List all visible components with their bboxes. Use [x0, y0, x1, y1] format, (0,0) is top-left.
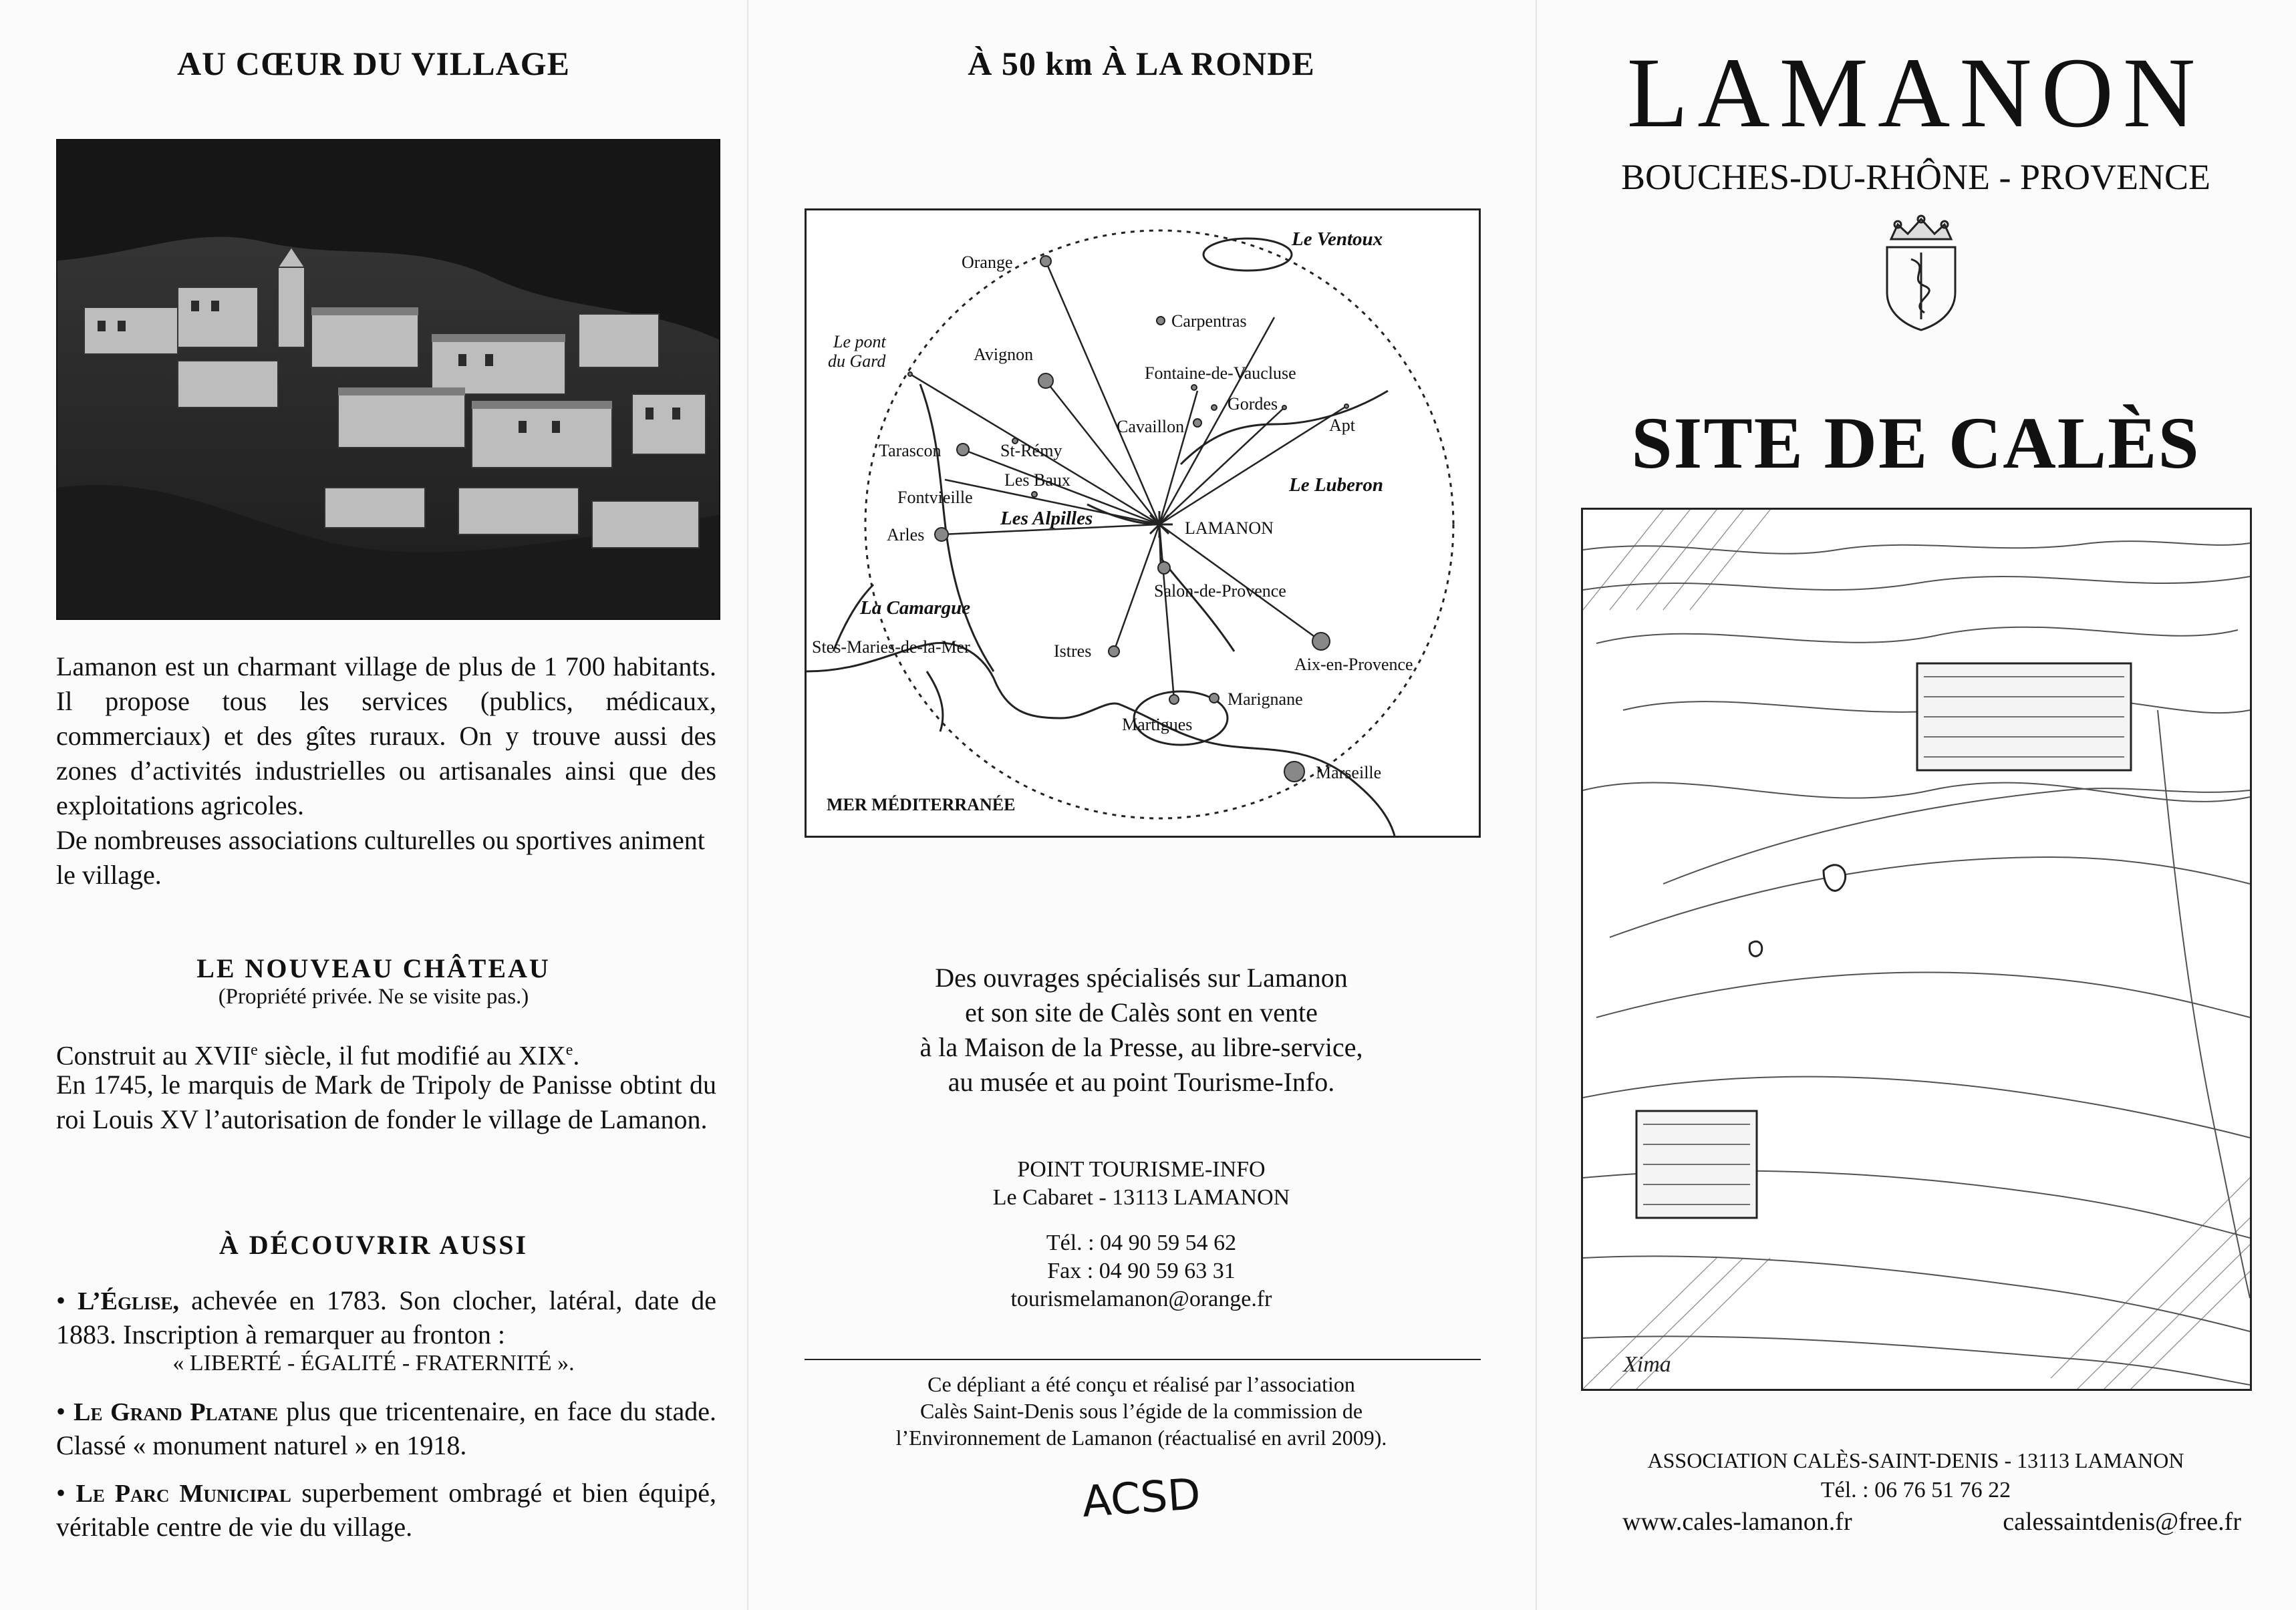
chateau-text-b: siècle, il fut modifié au XIX — [257, 1040, 566, 1071]
right-panel — [1536, 0, 2296, 1610]
map-label: Fontaine-de-Vaucluse — [1145, 363, 1296, 383]
middle-panel — [747, 0, 1536, 1610]
site-title: SITE DE CALÈS — [1631, 402, 2200, 484]
map-label: Les Baux — [1004, 470, 1070, 490]
divider — [805, 1359, 1481, 1360]
contact-tel: Tél. : 04 90 59 54 62 — [1046, 1231, 1237, 1255]
credit-line: l’Environnement de Lamanon (réactualisé en avril 2009). — [895, 1426, 1387, 1450]
left-panel — [0, 0, 747, 1610]
panel-title: AU CŒUR DU VILLAGE — [177, 45, 570, 82]
contact-block — [747, 1156, 1536, 1313]
superscript-e: e — [565, 1041, 573, 1059]
map-label: Martigues — [1122, 715, 1193, 734]
chateau-text-2: En 1745, le marquis de Mark de Tripoly de Panisse obtint du roi Louis XV l’autorisation de fonder le village de Lamanon. — [56, 1070, 716, 1134]
sales-line: et son site de Calès sont en vente — [965, 997, 1318, 1027]
credit-text — [747, 1371, 1536, 1451]
bullet-text: plus que tricentenaire, en face du stade. Classé « monument naturel » en 1918. — [56, 1396, 716, 1460]
assoc-name: ASSOCIATION CALÈS-SAINT-DENIS - 13113 LAMANON — [1647, 1448, 2184, 1472]
superscript-e: e — [251, 1041, 258, 1059]
star-icon — [1146, 511, 1173, 538]
sales-line: Des ouvrages spécialisés sur Lamanon — [935, 963, 1348, 993]
map-label: Salon-de-Provence — [1154, 581, 1286, 601]
map-label: Marseille — [1316, 763, 1382, 782]
map-label: Marignane — [1228, 689, 1303, 709]
map-label: Avignon — [974, 345, 1034, 364]
map-label: Tarascon — [879, 441, 942, 460]
map-label: La Camargue — [860, 597, 971, 619]
acsd-logo: ACSD — [1081, 1469, 1202, 1528]
contact-address: Le Cabaret - 13113 LAMANON — [992, 1185, 1290, 1210]
contact-email[interactable]: tourismelamanon@orange.fr — [1010, 1287, 1272, 1311]
artist-signature: Xima — [1623, 1352, 1671, 1377]
list-item: • Le Parc Municipal superbement ombragé et bien équipé, véritable centre de vie du village. — [56, 1478, 716, 1542]
map-label: Apt — [1329, 416, 1355, 435]
credit-line: Ce dépliant a été conçu et réalisé par l’association — [927, 1372, 1355, 1396]
sales-text — [747, 961, 1536, 1100]
sales-line: à la Maison de la Presse, au libre-service, — [919, 1032, 1363, 1062]
list-item: • L’Église, achevée en 1783. Son clocher, latéral, date de 1883. Inscription à remarquer au fronton : — [56, 1285, 716, 1349]
map-label: Carpentras — [1171, 311, 1247, 331]
list-item: • Le Grand Platane plus que tricentenaire, en face du stade. Classé « monument naturel » en 1918. — [56, 1396, 716, 1460]
map-label: Gordes — [1228, 394, 1278, 414]
panel-title: À 50 km À LA RONDE — [968, 45, 1315, 82]
map-label: Cavaillon — [1117, 417, 1185, 436]
website-link[interactable]: www.cales-lamanon.fr — [1622, 1508, 1852, 1536]
credit-line: Calès Saint-Denis sous l’égide de la commission de — [919, 1399, 1363, 1423]
town-title: LAMANON — [1626, 37, 2205, 148]
chateau-title: LE NOUVEAU CHÂTEAU — [196, 953, 551, 983]
contact-fax: Fax : 04 90 59 63 31 — [1047, 1259, 1236, 1283]
bullet-lead: Le Grand Platane — [74, 1398, 279, 1426]
chateau-text-c: . — [573, 1040, 580, 1071]
coat-of-arms-icon — [1878, 212, 1965, 333]
assoc-tel: Tél. : 06 76 51 76 22 — [1820, 1478, 2011, 1502]
chateau-text-a: Construit au XVII — [56, 1040, 251, 1071]
map-label: Orange — [962, 253, 1013, 272]
map-label: Les Alpilles — [1000, 508, 1093, 529]
bullet-lead: L’Église, — [78, 1287, 180, 1315]
bullet-text: superbement ombragé et bien équipé, véritable centre de vie du village. — [56, 1478, 716, 1542]
map-label: LAMANON — [1185, 518, 1274, 538]
email-link[interactable]: calessaintdenis@free.fr — [2003, 1508, 2241, 1536]
map-label: Arles — [887, 525, 925, 544]
bullet-lead: Le Parc Municipal — [76, 1480, 291, 1508]
map-label: Fontvieille — [897, 488, 973, 507]
intro-paragraph-2: De nombreuses associations culturelles ou sportives animent le village. — [56, 825, 705, 890]
village-photo — [56, 139, 720, 620]
bullet-extra: « LIBERTÉ - ÉGALITÉ - FRATERNITÉ ». — [172, 1351, 575, 1376]
map-label: Le Luberon — [1289, 474, 1383, 496]
decouvrir-title: À DÉCOUVRIR AUSSI — [219, 1230, 529, 1260]
map-label: Aix-en-Provence — [1294, 655, 1413, 674]
contact-name: POINT TOURISME-INFO — [1017, 1157, 1266, 1182]
map-label: Le Ventoux — [1292, 228, 1383, 250]
sales-line: au musée et au point Tourisme-Info. — [948, 1067, 1335, 1097]
map-label: St-Rémy — [1000, 441, 1062, 460]
map-label: Istres — [1054, 641, 1092, 661]
region-subtitle: BOUCHES-DU-RHÔNE - PROVENCE — [1620, 157, 2210, 197]
map-label: Stes-Maries-de-la-Mer — [812, 637, 970, 657]
cales-drawing — [1581, 508, 2252, 1391]
chateau-note: (Propriété privée. Ne se visite pas.) — [218, 985, 529, 1009]
intro-paragraph: Lamanon est un charmant village de plus de 1 700 habitants. Il propose tous les services (publics, médicaux, commerciaux) et des gîtes ruraux. On y trouve aussi des zones d’activités industrielles ou artisanales ainsi que des exploitations agricoles. — [56, 651, 716, 820]
region-map — [805, 208, 1481, 838]
bullet-text: achevée en 1783. Son clocher, latéral, date de 1883. Inscription à remarquer au fronton : — [56, 1285, 716, 1349]
map-label: MER MÉDITERRANÉE — [827, 795, 1016, 814]
map-label: Le pont — [833, 332, 886, 351]
map-label: du Gard — [828, 351, 886, 371]
